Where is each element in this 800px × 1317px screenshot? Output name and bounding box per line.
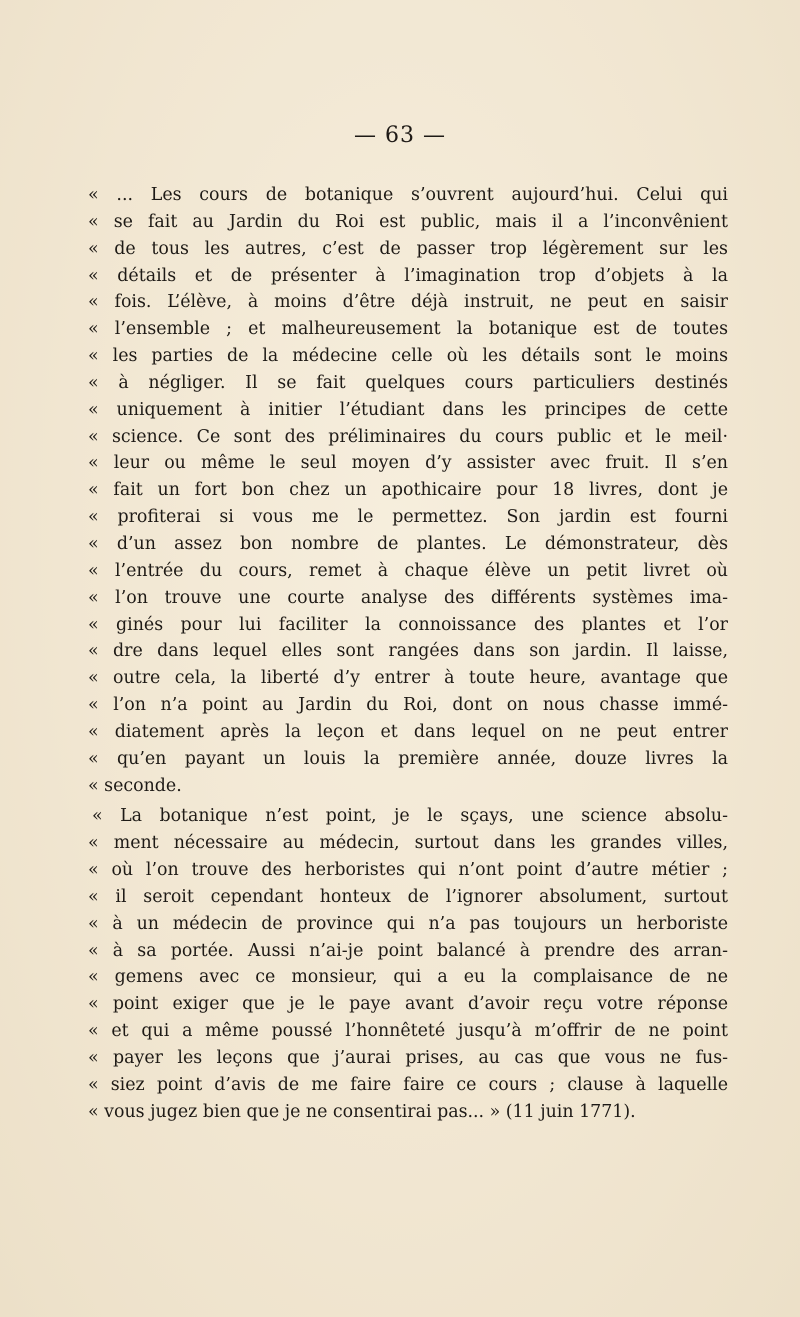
text-line: « point exiger que je le paye avant d’avoir reçu votre réponse	[88, 994, 728, 1015]
text-line: « diatement après la leçon et dans lequel on ne peut entrer	[88, 721, 728, 742]
paragraph-2	[88, 803, 728, 1125]
text-line: « profiterai si vous me le permettez. Son jardin est fourni	[88, 507, 728, 528]
text-line: « à sa portée. Aussi n’ai-je point balancé à prendre des arran-	[88, 940, 728, 961]
text-line: « dre dans lequel elles sont rangées dans son jardin. Il laisse,	[88, 641, 728, 662]
text-line: « science. Ce sont des préliminaires du cours public et le meil·	[88, 426, 728, 447]
paragraph-1	[88, 182, 728, 799]
text-line: « qu’en payant un louis la première année, douze livres la	[88, 748, 728, 769]
text-line: « l’entrée du cours, remet à chaque élève un petit livret où	[88, 560, 728, 581]
text-line: « à négliger. Il se fait quelques cours particuliers destinés	[88, 372, 728, 393]
text-line: « il seroit cependant honteux de l’ignorer absolument, surtout	[88, 886, 728, 907]
page-number: — 63 —	[354, 123, 446, 148]
text-line: « seconde.	[88, 775, 182, 796]
text-line: « l’on n’a point au Jardin du Roi, dont on nous chasse immé-	[88, 695, 728, 716]
text-line: « fois. L’élève, à moins d’être déjà instruit, ne peut en saisir	[88, 292, 728, 313]
text-line: « payer les leçons que j’aurai prises, au cas que vous ne fus-	[88, 1048, 728, 1068]
body-text	[88, 182, 728, 1130]
text-line: « et qui a même poussé l’honnêteté jusqu’à m’offrir de ne point	[88, 1021, 728, 1042]
text-line: « ginés pour lui faciliter la connoissance des plantes et l’or	[88, 614, 728, 635]
text-line: « détails et de présenter à l’imagination trop d’objets à la	[88, 265, 728, 286]
text-line: « uniquement à initier l’étudiant dans les principes de cette	[88, 399, 728, 420]
text-line: « l’ensemble ; et malheureusement la botanique est de toutes	[88, 319, 728, 340]
text-line: « outre cela, la liberté d’y entrer à toute heure, avantage que	[88, 668, 728, 689]
text-line: « se fait au Jardin du Roi est public, mais il a l’inconvênient	[88, 211, 728, 232]
text-line: « à un médecin de province qui n’a pas toujours un herboriste	[88, 913, 728, 934]
text-line: « l’on trouve une courte analyse des différents systèmes ima-	[88, 587, 728, 608]
text-line: « d’un assez bon nombre de plantes. Le démonstrateur, dès	[88, 533, 728, 554]
text-line: « de tous les autres, c’est de passer trop légèrement sur les	[88, 238, 728, 259]
text-line: « ... Les cours de botanique s’ouvrent aujourd’hui. Celui qui	[88, 185, 728, 205]
text-line: « siez point d’avis de me faire faire ce cours ; clause à laquelle	[88, 1074, 728, 1095]
text-line: « La botanique n’est point, je le sçays, une science absolu-	[92, 806, 728, 827]
text-line: « ment nécessaire au médecin, surtout dans les grandes villes,	[88, 833, 728, 854]
text-line: « où l’on trouve des herboristes qui n’ont point d’autre métier ;	[88, 860, 728, 881]
text-line: « leur ou même le seul moyen d’y assister avec fruit. Il s’en	[88, 453, 728, 474]
text-line: « les parties de la médecine celle où les détails sont le moins	[88, 346, 728, 367]
text-line: « fait un fort bon chez un apothicaire pour 18 livres, dont je	[88, 480, 728, 501]
text-line: « vous jugez bien que je ne consentirai pas... » (11 juin 1771).	[88, 1101, 636, 1122]
text-line: « gemens avec ce monsieur, qui a eu la complaisance de ne	[88, 967, 728, 988]
